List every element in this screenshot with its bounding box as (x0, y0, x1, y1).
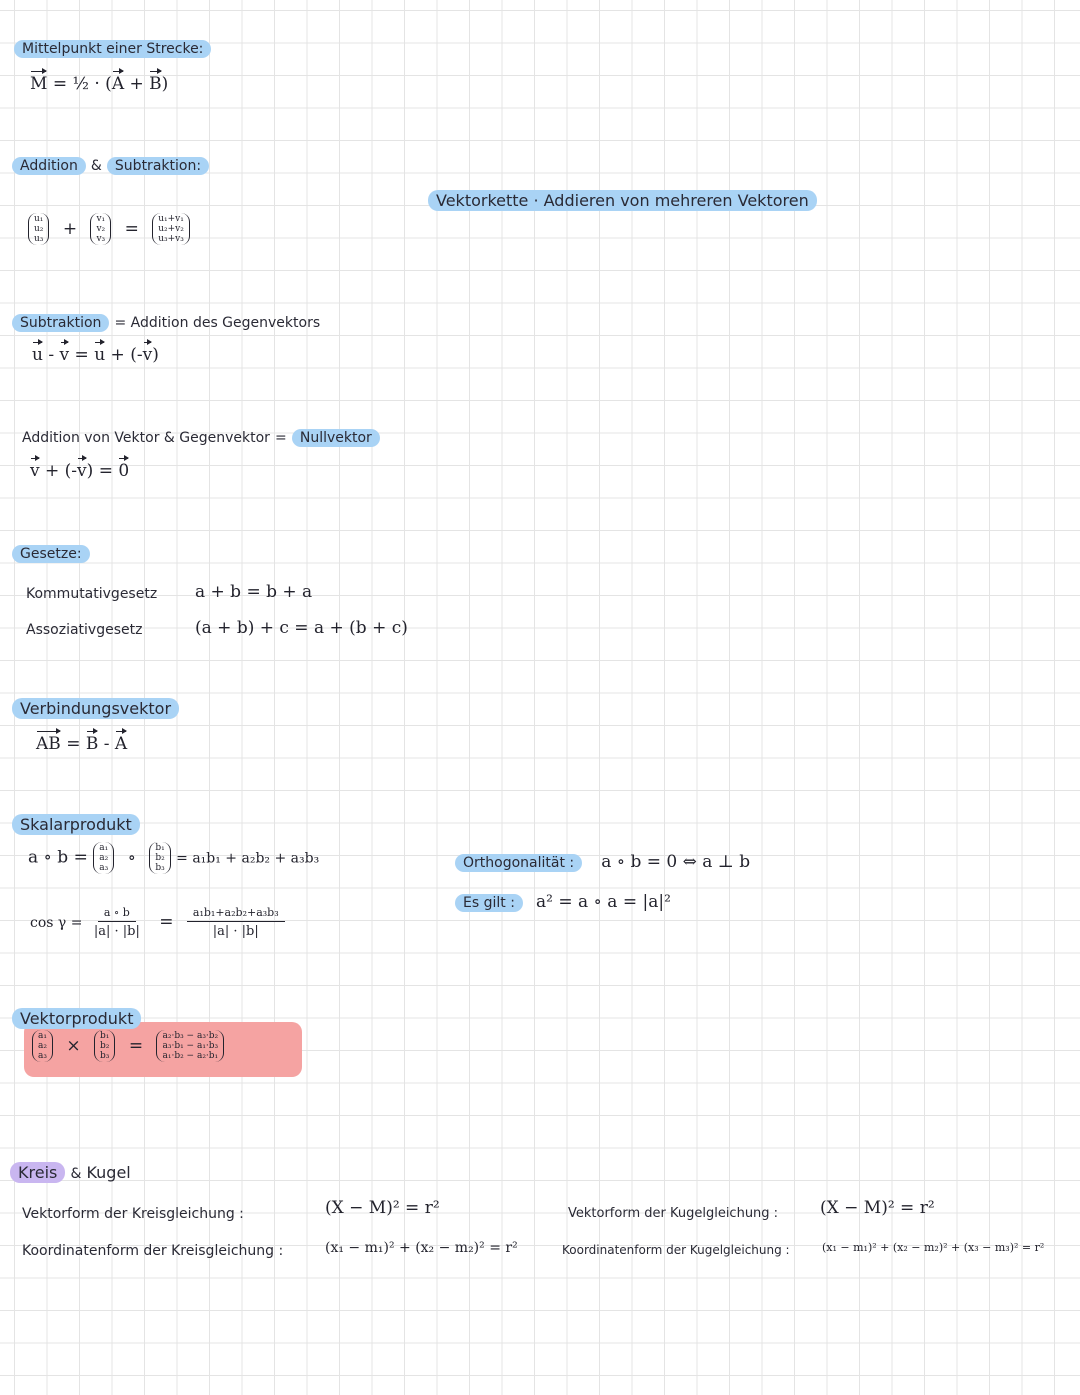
subtraction-heading: Subtraktion = Addition des Gegenvektors (12, 312, 320, 331)
vector-b: b₁ b₂ b₃ (94, 1030, 115, 1062)
law-formula-commutative: a + b = b + a (195, 582, 313, 602)
circle-vector-label: Vektorform der Kreisgleichung : (22, 1206, 244, 1222)
vector-b: b₁ b₂ b₃ (149, 842, 170, 874)
connection-heading: Verbindungsvektor (12, 698, 179, 719)
scalar-heading: Skalarprodukt (12, 814, 140, 835)
laws-heading: Gesetze: (12, 545, 90, 563)
law-formula-associative: (a + b) + c = a + (b + c) (195, 618, 408, 638)
midpoint-formula: M = ½ · (A + B) (30, 74, 169, 94)
cos-formula: cos γ = $\frac{a \circ b}{|a| \cdot |b|}$ = $\frac{\text{a₁b₁+a₂b₂+a₃b₃}}{|a| \cdot |b|}$ (30, 906, 285, 939)
law-name-commutative: Kommutativgesetz (26, 586, 158, 602)
sphere-coord-formula: (x₁ − m₁)² + (x₂ − m₂)² + (x₃ − m₃)² = r² (822, 1241, 1045, 1254)
sphere-vector-label: Vektorform der Kugelgleichung : (568, 1206, 779, 1221)
midpoint-heading: Mittelpunkt einer Strecke: (14, 40, 211, 58)
cross-formula: a₁ a₂ a₃ × b₁ b₂ b₃ = a₂·b₃ − a₃·b₂ a₃·b₁ − a₁·b₃ a₁·b₂ − a₂·b₁ (32, 1030, 224, 1062)
sphere-coord-label: Koordinatenform der Kugelgleichung : (562, 1243, 790, 1257)
circle-vector-formula: (X − M)² = r² (325, 1198, 440, 1218)
vector-u: u₁ u₂ u₃ (28, 213, 49, 245)
vector-cross-result: a₂·b₃ − a₃·b₂ a₃·b₁ − a₁·b₃ a₁·b₂ − a₂·b₁ (156, 1030, 224, 1062)
es-gilt-row: Es gilt : a² = a ∘ a = |a|² (455, 892, 671, 912)
nullvector-formula: v + (-v) = 0 (30, 461, 130, 481)
nullvector-heading: Addition von Vektor & Gegenvektor = Nullvektor (22, 427, 380, 446)
vector-v: v₁ v₂ v₃ (90, 213, 111, 245)
vector-a: a₁ a₂ a₃ (32, 1030, 53, 1062)
vektorkette-label: Vektorkette · Addieren von mehreren Vektoren (428, 190, 817, 211)
sphere-vector-formula: (X − M)² = r² (820, 1198, 935, 1218)
subtraction-formula: u - v = u + (-v) (32, 345, 159, 365)
vector-sum: u₁+v₁ u₂+v₂ u₃+v₃ (152, 213, 190, 245)
law-name-associative: Assoziativgesetz (26, 622, 143, 638)
scalar-formula: a ∘ b = a₁ a₂ a₃ ∘ b₁ b₂ b₃ = a₁b₁ + a₂b₂ + a₃b₃ (28, 843, 320, 873)
cross-heading: Vektorprodukt (12, 1008, 141, 1029)
circle-coord-label: Koordinatenform der Kreisgleichung : (22, 1243, 284, 1259)
orthogonality-row: Orthogonalität : a ∘ b = 0 ⇔ a ⊥ b (455, 852, 750, 872)
circle-coord-formula: (x₁ − m₁)² + (x₂ − m₂)² = r² (325, 1240, 518, 1256)
circle-heading: Kreis & Kugel (10, 1163, 131, 1182)
vector-a: a₁ a₂ a₃ (93, 842, 114, 874)
connection-formula: AB = B - A (36, 734, 128, 754)
addition-heading: Addition & Subtraktion: (12, 155, 209, 174)
addition-formula: u₁ u₂ u₃ + v₁ v₂ v₃ = u₁+v₁ u₂+v₂ u₃+v₃ (28, 213, 190, 245)
